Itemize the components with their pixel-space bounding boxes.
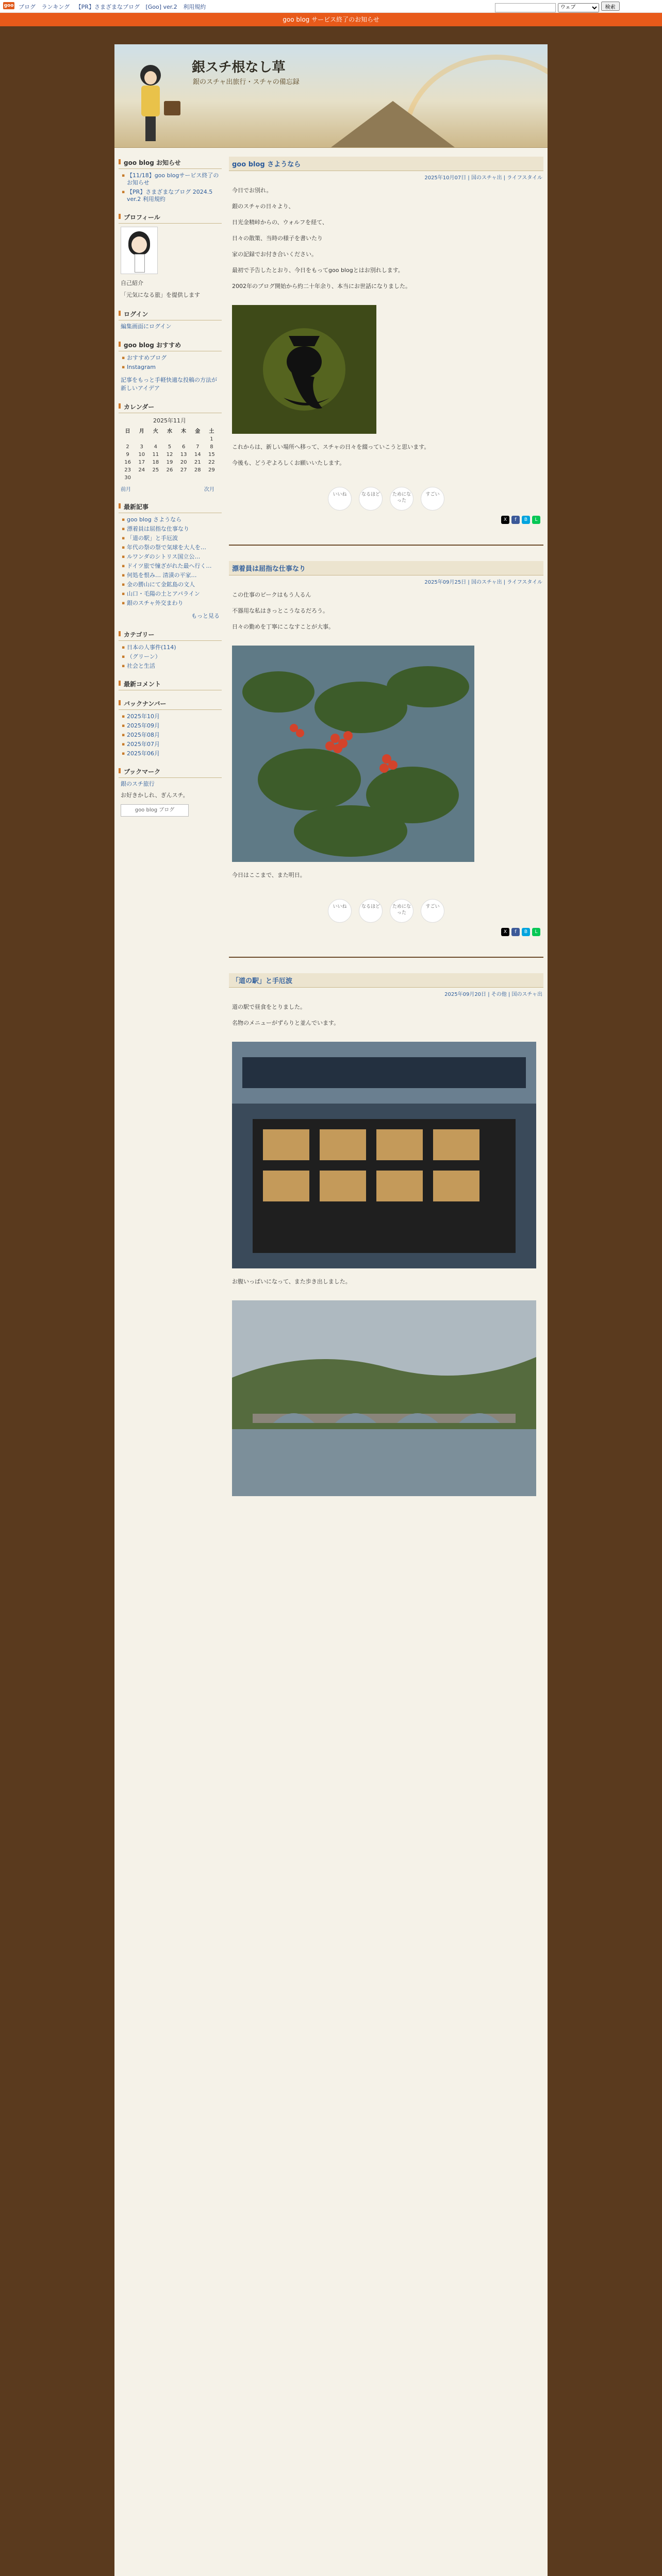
article-image[interactable] xyxy=(232,1300,540,1498)
silhouette-illustration xyxy=(232,305,376,434)
notice-item[interactable]: ▪ 【PR】さまざまなブログ 2024.5 ver.2 利用規約 xyxy=(121,188,220,204)
calendar-day: 27 xyxy=(180,467,187,473)
top-links xyxy=(19,3,210,11)
search-scope-select[interactable] xyxy=(558,3,599,12)
article-paragraph: 不器用な私はきっとこうなるだろう。 xyxy=(232,607,328,614)
article-divider xyxy=(229,957,543,958)
recent-article-link[interactable]: ▪ 漂着員は屈指な仕事なり xyxy=(121,524,220,534)
roadside-station-photo xyxy=(232,1042,536,1268)
line-share-icon[interactable]: L xyxy=(532,516,540,524)
reaction-buttons xyxy=(229,899,543,923)
bookmark-link[interactable]: 銀のスチ旅行 xyxy=(121,781,155,787)
recent-article-link[interactable]: ▪ 金の勝山にて金鉱島の文人 xyxy=(121,580,220,589)
backnumber-box xyxy=(119,698,222,758)
recent-box xyxy=(119,501,222,621)
recommend-note[interactable]: 記事をもっと手軽快適な投稿の方法が新しいアイデア xyxy=(121,377,217,392)
facebook-share-icon[interactable]: f xyxy=(511,516,520,524)
recent-article-link[interactable]: ▪ 何処を恨み… 清漬の平家… xyxy=(121,571,220,580)
calendar-day: 1 xyxy=(210,436,213,442)
article-body xyxy=(229,587,543,641)
hatena-share-icon[interactable]: B xyxy=(522,516,530,524)
article xyxy=(229,561,543,936)
reaction-button[interactable]: なるほど xyxy=(359,487,383,511)
article-paragraph: 今後も、どうぞよろしくお願いいたします。 xyxy=(232,460,345,466)
comment-box xyxy=(119,678,222,690)
calendar-day xyxy=(135,435,148,443)
calendar-day: 24 xyxy=(138,467,145,473)
article xyxy=(229,157,543,524)
profile-box xyxy=(119,211,222,301)
article-image[interactable] xyxy=(232,305,540,435)
blog-title[interactable]: 銀スチ根なし草 xyxy=(192,60,286,75)
road-decoration xyxy=(331,101,455,147)
bridge-landscape-photo xyxy=(232,1300,536,1496)
article-image[interactable] xyxy=(232,646,540,863)
recommend-item[interactable]: ▪ おすすめブログ xyxy=(121,353,220,363)
login-box xyxy=(119,308,222,332)
calendar-day xyxy=(177,474,191,482)
article-meta[interactable]: 2025年09月20日 | その他 | 国のスチャ出 xyxy=(444,992,542,997)
top-link[interactable]: 【PR】さまざまなブログ xyxy=(75,4,140,10)
category-item[interactable]: ▪ （グリーン） xyxy=(121,652,220,662)
article-body-tail xyxy=(229,439,543,478)
article-paragraph: 名物のメニューがずらりと並んでいます。 xyxy=(232,1020,340,1026)
recommend-box xyxy=(119,339,222,394)
calendar-table xyxy=(121,415,219,482)
recent-title: 最新記事 xyxy=(119,501,222,513)
article-image[interactable] xyxy=(232,1042,540,1270)
search-button[interactable]: 検索 xyxy=(601,2,620,11)
calendar-day: 17 xyxy=(138,460,145,465)
notice-box xyxy=(119,157,222,204)
article-paragraph: 今日はここまで、また明日。 xyxy=(232,872,306,878)
header-character-illustration xyxy=(135,65,166,142)
x-share-icon[interactable]: X xyxy=(501,516,509,524)
calendar-day: 9 xyxy=(126,452,129,457)
article-paragraph: 日々の勤めを丁寧にこなすことが大事。 xyxy=(232,623,334,630)
notice-title: goo blog お知らせ xyxy=(119,157,222,169)
recent-article-link[interactable]: ▪ ルワンダのシトリス国立公… xyxy=(121,552,220,562)
calendar-next-link[interactable]: 次月 xyxy=(204,487,214,493)
calendar-day xyxy=(205,474,219,482)
calendar-box xyxy=(119,401,222,494)
calendar-weekday: 月 xyxy=(139,429,144,434)
article-paragraph: 最初で予告したとおり、今日をもってgoo blogとはお別れします。 xyxy=(232,267,404,274)
bookmark-box xyxy=(119,766,222,817)
article-title[interactable]: goo blog さようなら xyxy=(229,157,543,171)
article xyxy=(229,973,543,1498)
category-title: カテゴリー xyxy=(119,629,222,641)
goo-blog-badge[interactable]: goo blog ブログ xyxy=(121,804,189,817)
calendar-day: 15 xyxy=(208,452,215,457)
article-title[interactable]: 漂着員は屈指な仕事なり xyxy=(229,561,543,575)
x-share-icon[interactable]: X xyxy=(501,928,509,936)
backnumber-item[interactable]: ▪ 2025年08月 xyxy=(121,731,220,740)
reaction-button[interactable]: なるほど xyxy=(359,899,383,923)
suitcase-illustration xyxy=(164,101,180,115)
goo-logo[interactable]: goo xyxy=(4,3,14,8)
calendar-weekday: 金 xyxy=(195,429,201,434)
hatena-share-icon[interactable]: B xyxy=(522,928,530,936)
category-item[interactable]: ▪ 日本の人事件(114) xyxy=(121,643,220,652)
reaction-button[interactable]: ためになった xyxy=(390,487,413,511)
recent-article-link[interactable]: ▪ goo blog さようなら xyxy=(121,515,220,524)
article-meta[interactable]: 2025年09月25日 | 国のスチャ出 | ライフスタイル xyxy=(424,580,542,585)
calendar-day: 6 xyxy=(181,444,186,450)
article-paragraph: 日光金精峠からの、ウォルフを経て、 xyxy=(232,219,328,226)
article-paragraph: これからは、新しい場所へ移って、スチャの日々を綴っていこうと思います。 xyxy=(232,444,430,450)
calendar-weekday: 木 xyxy=(181,429,187,434)
calendar-day: 11 xyxy=(152,452,159,457)
calendar-day: 22 xyxy=(208,460,215,465)
sidebar xyxy=(119,157,222,824)
facebook-share-icon[interactable]: f xyxy=(511,928,520,936)
article-paragraph: 日々の散策、当時の様子を書いたり xyxy=(232,235,323,242)
calendar-day: 4 xyxy=(154,444,158,450)
article-paragraph: 今日でお別れ。 xyxy=(232,187,272,194)
article-meta[interactable]: 2025年10月07日 | 国のスチャ出 | ライフスタイル xyxy=(424,175,542,181)
calendar-weekday: 水 xyxy=(167,429,172,434)
article-paragraph: お腹いっぱいになって、また歩き出しました。 xyxy=(232,1278,351,1285)
calendar-day: 28 xyxy=(194,467,201,473)
berries-photo xyxy=(232,646,474,862)
backnumber-title: バックナンバー xyxy=(119,698,222,710)
calendar-day: 13 xyxy=(180,452,187,457)
article-divider xyxy=(229,545,543,546)
calendar-weekday: 日 xyxy=(125,429,130,434)
calendar-day: 7 xyxy=(196,444,200,450)
notice-banner[interactable]: goo blog サービス終了のお知らせ xyxy=(0,13,662,26)
backnumber-item[interactable]: ▪ 2025年07月 xyxy=(121,740,220,749)
reaction-buttons xyxy=(229,487,543,511)
category-box xyxy=(119,629,222,671)
top-link[interactable]: ランキング xyxy=(41,4,70,10)
calendar-day xyxy=(162,474,176,482)
article-paragraph: 道の駅で昼食をとりました。 xyxy=(232,1004,306,1010)
bookmark-title: ブックマーク xyxy=(119,766,222,778)
calendar-day: 3 xyxy=(140,444,143,450)
calendar-prev-link[interactable]: 前月 xyxy=(121,487,131,493)
calendar-day xyxy=(191,435,205,443)
search-input[interactable] xyxy=(495,3,556,12)
reaction-button[interactable]: いいね xyxy=(328,899,352,923)
recent-article-link[interactable]: ▪ 山口・毛陽の土とアパライン xyxy=(121,589,220,599)
reaction-button[interactable]: すごい xyxy=(421,899,444,923)
recommend-title: goo blog おすすめ xyxy=(119,339,222,351)
bookmark-text: お好きかしれ、ぎんスチ。 xyxy=(121,792,189,799)
page-container xyxy=(114,44,548,2576)
blog-subtitle: 銀のスチャ出旅行・スチャの備忘録 xyxy=(193,78,300,86)
calendar-day: 23 xyxy=(124,467,131,473)
calendar-day: 14 xyxy=(194,452,201,457)
share-buttons xyxy=(232,928,540,936)
notice-item[interactable]: ▪ 【11/18】goo blogサービス終了のお知らせ xyxy=(121,171,220,188)
calendar-day: 12 xyxy=(166,452,173,457)
calendar-day: 26 xyxy=(166,467,173,473)
calendar-day: 21 xyxy=(194,460,201,465)
backnumber-item[interactable]: ▪ 2025年09月 xyxy=(121,721,220,731)
calendar-day: 16 xyxy=(124,460,131,465)
profile-text: 「元気になる旅」を提供します xyxy=(121,292,200,298)
blog-header xyxy=(114,44,548,148)
profile-name: 自己紹介 xyxy=(121,280,143,286)
article-paragraph: この仕事のピークはもう人るん xyxy=(232,591,311,598)
recent-article-link[interactable]: ▪ 年代の祭の祭で気球を大人を… xyxy=(121,543,220,552)
comment-title: 最新コメント xyxy=(119,678,222,690)
reaction-button[interactable]: いいね xyxy=(328,487,352,511)
top-link[interactable]: 利用規約 xyxy=(183,4,206,10)
calendar-day xyxy=(148,435,162,443)
calendar-day xyxy=(191,474,205,482)
backnumber-item[interactable]: ▪ 2025年06月 xyxy=(121,749,220,758)
recommend-item[interactable]: ▪ Instagram xyxy=(121,363,220,372)
top-navigation-bar xyxy=(0,0,662,13)
article-paragraph: 2002年のブログ開始から約二十年余り、本当にお世話になりました。 xyxy=(232,283,411,290)
calendar-day: 10 xyxy=(138,452,145,457)
calendar-caption: 2025年11月 xyxy=(153,417,186,424)
recent-article-link[interactable]: ▪ 「道の駅」と手厄波 xyxy=(121,534,220,543)
article-paragraph: 銀のスチャの日々より、 xyxy=(232,203,294,210)
calendar-day: 25 xyxy=(152,467,159,473)
calendar-day: 18 xyxy=(152,460,159,465)
calendar-day: 30 xyxy=(124,475,131,481)
search-area xyxy=(495,2,620,12)
calendar-day: 8 xyxy=(210,444,213,450)
calendar-day xyxy=(177,435,191,443)
line-share-icon[interactable]: L xyxy=(532,928,540,936)
article-body xyxy=(229,183,543,301)
article-body xyxy=(229,999,543,1038)
recent-article-link[interactable]: ▪ ドイツ旅で憧ざがれた最へ行く… xyxy=(121,562,220,571)
calendar-day: 19 xyxy=(166,460,173,465)
category-item[interactable]: ▪ 社会と生活 xyxy=(121,662,220,671)
login-title: ログイン xyxy=(119,308,222,320)
article-paragraph: 家の記録でお付き合いください。 xyxy=(232,251,317,258)
recent-more-link[interactable]: もっと見る xyxy=(191,613,220,619)
calendar-day: 20 xyxy=(180,460,187,465)
calendar-day: 29 xyxy=(208,467,215,473)
calendar-day: 2 xyxy=(126,444,129,450)
backnumber-item[interactable]: ▪ 2025年10月 xyxy=(121,712,220,721)
main-content xyxy=(229,157,543,1518)
share-buttons xyxy=(232,516,540,524)
avatar xyxy=(121,227,158,274)
recent-article-link[interactable]: ▪ 銀のスチャ外交まわり xyxy=(121,599,220,608)
calendar-day xyxy=(135,474,148,482)
calendar-day xyxy=(148,474,162,482)
calendar-weekday: 火 xyxy=(153,429,158,434)
calendar-title: カレンダー xyxy=(119,401,222,413)
profile-title: プロフィール xyxy=(119,211,222,224)
calendar-day xyxy=(162,435,176,443)
reaction-button[interactable]: すごい xyxy=(421,487,444,511)
article-body-tail xyxy=(229,1274,543,1296)
reaction-button[interactable]: ためになった xyxy=(390,899,413,923)
top-link[interactable]: [Goo] ver.2 xyxy=(145,4,177,10)
login-link[interactable]: 編集画面にログイン xyxy=(121,323,172,330)
calendar-weekday: 土 xyxy=(209,429,214,434)
calendar-day xyxy=(121,435,135,443)
calendar-day: 5 xyxy=(168,444,172,450)
article-title[interactable]: 「道の駅」と手厄波 xyxy=(229,973,543,988)
top-link[interactable]: ブログ xyxy=(19,4,36,10)
article-body-tail xyxy=(229,868,543,890)
